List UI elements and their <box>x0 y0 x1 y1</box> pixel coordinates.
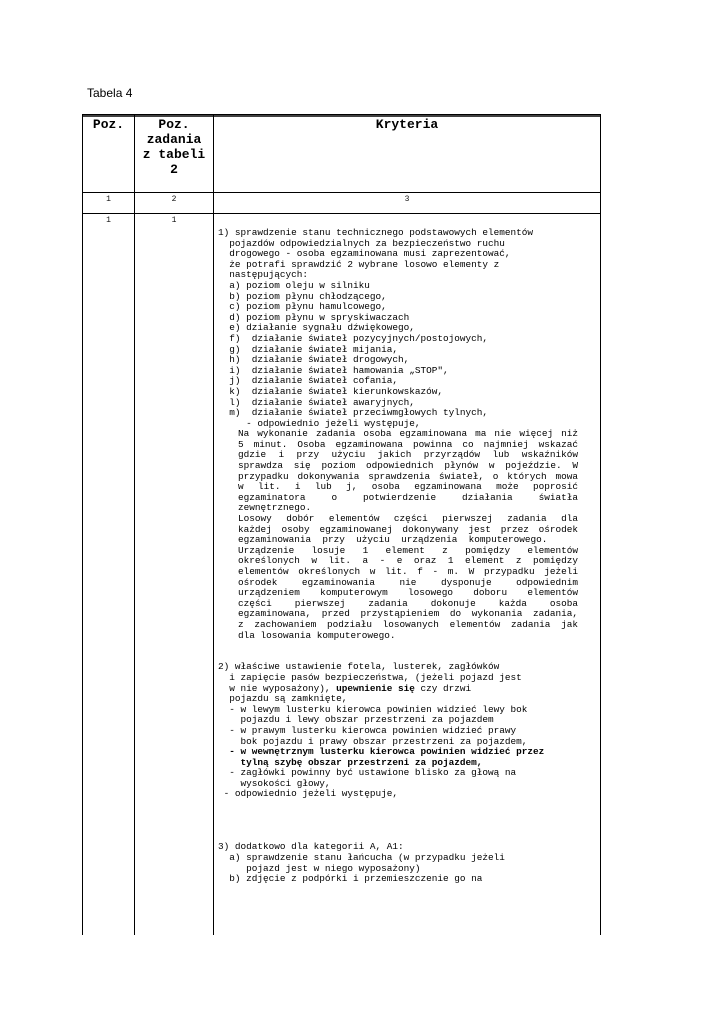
criteria-line: Na wykonanie zadania osoba egzaminowana ma nie więcej niż <box>238 428 578 440</box>
criteria-line: każdej osoby egzaminowanej dokonywany jest przez ośrodek <box>238 523 578 535</box>
criteria-line: części pierwszej zadania dokonuje każda osoba <box>238 597 578 609</box>
section-1-paragraph <box>218 429 578 641</box>
numbering-col-3: 3 <box>404 195 410 204</box>
criteria-line: f) działanie świateł pozycyjnych/postojowych, <box>218 332 489 344</box>
criteria-line: - odpowiednio jeżeli występuje, <box>218 417 421 429</box>
criteria-line: j) działanie świateł cofania, <box>218 375 399 387</box>
criteria-line: egzaminowana, przed przystąpieniem do wykonania zadania, <box>238 608 578 620</box>
header-col-poz-zadania-line: Poz. <box>158 117 190 132</box>
kryteria-cell <box>218 228 578 885</box>
criteria-line: określonych w lit. a - e oraz 1 element z pomiędzy <box>238 555 578 567</box>
header-col-poz: Poz. <box>92 117 125 132</box>
criteria-line: urządzeniem komputerowym losowego doboru elementów <box>238 587 578 599</box>
criteria-line: 5 minut. Osoba egzaminowana powinna co najmniej wskazać <box>238 438 578 450</box>
criteria-text: bok pojazdu i prawy obszar przestrzeni za pojazdem, <box>218 735 528 747</box>
section-2-list <box>218 662 578 800</box>
numbering-col-1: 1 <box>106 195 111 204</box>
criteria-text: - odpowiednio jeżeli występuje, <box>218 788 399 800</box>
criteria-text: - zagłówki powinny być ustawione blisko za głową na <box>218 767 517 779</box>
criteria-line: m) działanie świateł przeciwmgłowych tylnych, <box>218 407 489 419</box>
criteria-line: 1) sprawdzenie stanu technicznego podstawowych elementów <box>218 227 534 238</box>
criteria-line <box>218 789 578 800</box>
section-1-list <box>218 228 578 429</box>
criteria-text: czy drzwi <box>414 682 472 694</box>
criteria-line: a) sprawdzenie stanu łańcucha (w przypadku jeżeli <box>218 852 505 864</box>
criteria-text: - w wewnętrznym lusterku kierowca powinien widzieć przez <box>218 746 545 758</box>
criteria-line: a) poziom oleju w silniku <box>218 279 370 291</box>
criteria-line: sprawdza się poziom odpowiednich płynów w pojeździe. W <box>238 460 578 472</box>
numbering-col-2: 2 <box>171 195 177 204</box>
criteria-line: elementów określonych w lit. f - m. W przypadku jeżeli <box>238 566 578 577</box>
criteria-line: k) działanie świateł kierunkowskazów, <box>218 385 444 397</box>
criteria-text: - w prawym lusterku kierowca powinien widzieć prawy <box>218 724 517 736</box>
criteria-text: - w lewym lusterku kierowca powinien widzieć lewy bok <box>218 703 528 715</box>
criteria-line: zewnętrznego. <box>238 502 312 514</box>
section-3-list <box>218 842 578 884</box>
criteria-line: e) działanie sygnału dźwiękowego, <box>218 322 415 334</box>
criteria-line: c) poziom płynu hamulcowego, <box>218 301 387 313</box>
criteria-line: że potrafi sprawdzić 2 wybrane losowo elementy z <box>218 258 500 270</box>
criteria-text: 2) właściwe ustawienie fotela, lusterek, zagłówków <box>218 661 500 673</box>
criteria-line: l) działanie świateł awaryjnych, <box>218 396 415 408</box>
criteria-line: 3) dodatkowo dla kategorii A, A1: <box>218 841 404 853</box>
criteria-line: następujących: <box>218 269 309 281</box>
header-col-kryteria: Kryteria <box>375 117 439 132</box>
criteria-line: pojazdów odpowiedzialnych za bezpieczeństwo ruchu <box>218 237 505 249</box>
criteria-line: egzaminowania przy użyciu urządzenia komputerowego. <box>238 534 548 546</box>
criteria-line: i) działanie świateł hamowania „STOP", <box>218 364 449 376</box>
criteria-line: przypadku dokonywania sprawdzenia świateł, o których mowa <box>238 470 578 482</box>
criteria-line: egzaminatora o potwierdzenie działania światła <box>238 491 578 503</box>
header-col-poz-zadania-line: zadania <box>146 132 202 147</box>
row-poz-zadania: 1 <box>171 216 177 225</box>
criteria-line: d) poziom płynu w spryskiwaczach <box>218 311 410 323</box>
criteria-line: drogowego - osoba egzaminowana musi zaprezentować, <box>218 248 511 260</box>
criteria-line: z zachowaniem podziału losowanych elementów zadania jak <box>238 618 578 630</box>
header-col-poz-zadania <box>135 117 213 177</box>
criteria-text: i zapięcie pasów bezpieczeństwa, (jeżeli pojazd jest <box>218 671 522 683</box>
criteria-text: w nie wyposażony), <box>218 682 337 694</box>
header-col-poz-zadania-line: 2 <box>170 162 178 177</box>
criteria-line: dla losowania komputerowego. <box>238 629 396 641</box>
row-poz: 1 <box>106 216 111 225</box>
criteria-line: gdzie i przy użyciu jakich przyrządów lub wskaźników <box>238 449 578 461</box>
criteria-line: Losowy dobór elementów części pierwszej zadania dla <box>238 513 578 525</box>
criteria-line: pojazd jest w niego wyposażony) <box>218 862 421 874</box>
criteria-line: ośrodek egzaminowania nie dysponuje odpowiednim <box>238 576 578 588</box>
criteria-line: w lit. i lub j, osoba egzaminowana może poprosić <box>238 481 578 493</box>
criteria-text: wysokości głowy, <box>218 777 331 789</box>
criteria-text: pojazdu są zamknięte, <box>218 693 348 705</box>
criteria-text: pojazdu i lewy obszar przestrzeni za pojazdem <box>218 714 494 726</box>
criteria-line: Urządzenie losuje 1 element z pomiędzy elementów <box>238 544 578 556</box>
header-col-poz-zadania-line: z tabeli <box>142 147 206 162</box>
criteria-bold-text: upewnienie się <box>336 682 415 694</box>
criteria-text: tylną szybę obszar przestrzeni za pojazdem, <box>218 756 483 768</box>
criteria-line: b) zdjęcie z podpórki i przemieszczenie go na <box>218 873 483 885</box>
criteria-line: g) działanie świateł mijania, <box>218 343 399 355</box>
table-caption: Tabela 4 <box>87 86 133 100</box>
criteria-line: b) poziom płynu chłodzącego, <box>218 290 387 302</box>
criteria-line: h) działanie świateł drogowych, <box>218 354 410 366</box>
